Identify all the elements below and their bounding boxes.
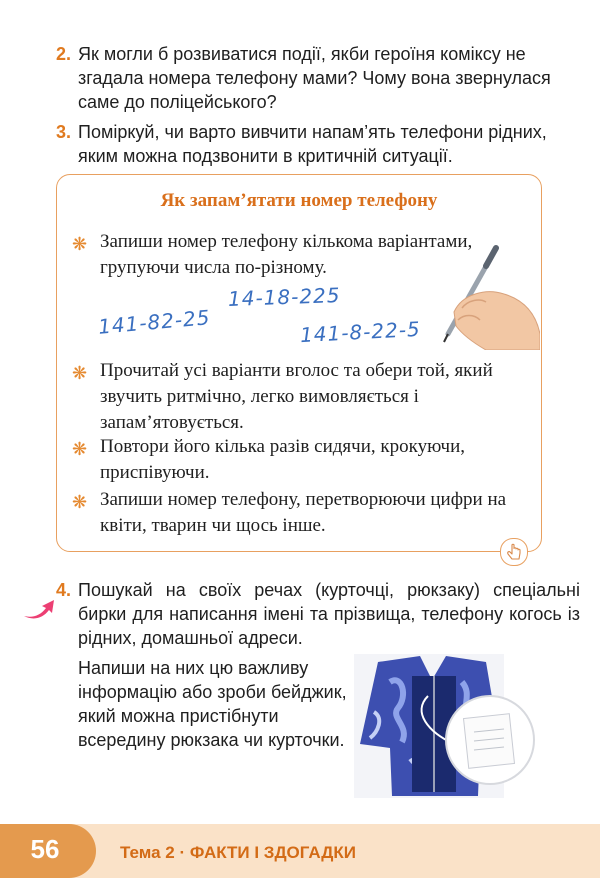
flower-bullet-icon: ❋ bbox=[72, 234, 88, 254]
jacket-illustration bbox=[350, 652, 536, 800]
tip-text: Повтори його кілька разів сидячи, крокуючи, приспівуючи. bbox=[100, 436, 466, 483]
tip-text: Прочитай усі варіанти вголос та обери той, який звучить ритмічно, легко вимовляється і запам’ятовується. bbox=[100, 360, 493, 433]
hand-with-pen-illustration bbox=[428, 238, 540, 350]
task-subtext: Напиши на них цю важливу інформацію або зроби бейджик, який можна пристібнути всередину рюкзака чи курточки. bbox=[78, 658, 347, 750]
hand-icon bbox=[454, 292, 540, 350]
question-number: 4. bbox=[56, 580, 72, 600]
tip-item bbox=[72, 358, 502, 436]
question-number: 3. bbox=[56, 122, 72, 142]
pointing-finger-icon bbox=[500, 538, 528, 566]
question-2 bbox=[56, 42, 580, 114]
flower-bullet-icon: ❋ bbox=[72, 492, 88, 512]
question-text: Як могли б розвиватися події, якби героїня коміксу не згадала номера телефону мами? Чому вона звернулася саме до поліцейського? bbox=[78, 44, 551, 112]
tip-text: Запиши номер телефону кількома варіантами, групуючи числа по-різному. bbox=[100, 231, 473, 278]
flower-bullet-icon: ❋ bbox=[72, 439, 88, 459]
question-text: Пошукай на своїх речах (курточці, рюкзаку) спеціальні бирки для написання імені та прізвища, телефону когось із рідних, домашньої адреси. bbox=[78, 580, 580, 648]
tip-item bbox=[72, 487, 532, 539]
question-number: 2. bbox=[56, 44, 72, 64]
question-text: Поміркуй, чи варто вивчити напам’ять телефони рідних, яким можна подзвонити в критичній ситуації. bbox=[78, 122, 547, 166]
tip-text: Запиши номер телефону, перетворюючи цифри на квіти, тварин чи щось інше. bbox=[100, 489, 507, 536]
tip-item bbox=[72, 434, 512, 486]
flower-bullet-icon: ❋ bbox=[72, 363, 88, 383]
handwritten-number: 141-82-25 bbox=[97, 305, 212, 339]
question-4 bbox=[56, 578, 580, 650]
pink-arrow-icon bbox=[22, 596, 56, 622]
page-number: 56 bbox=[30, 834, 60, 864]
question-3 bbox=[56, 120, 580, 168]
tip-box-title: Як запам’ятати номер телефону bbox=[160, 190, 438, 211]
handwritten-number: 141-8-22-5 bbox=[299, 316, 422, 348]
handwritten-number: 14-18-225 bbox=[227, 283, 341, 311]
footer-topic: Тема 2 · ФАКТИ І ЗДОГАДКИ bbox=[120, 843, 356, 862]
